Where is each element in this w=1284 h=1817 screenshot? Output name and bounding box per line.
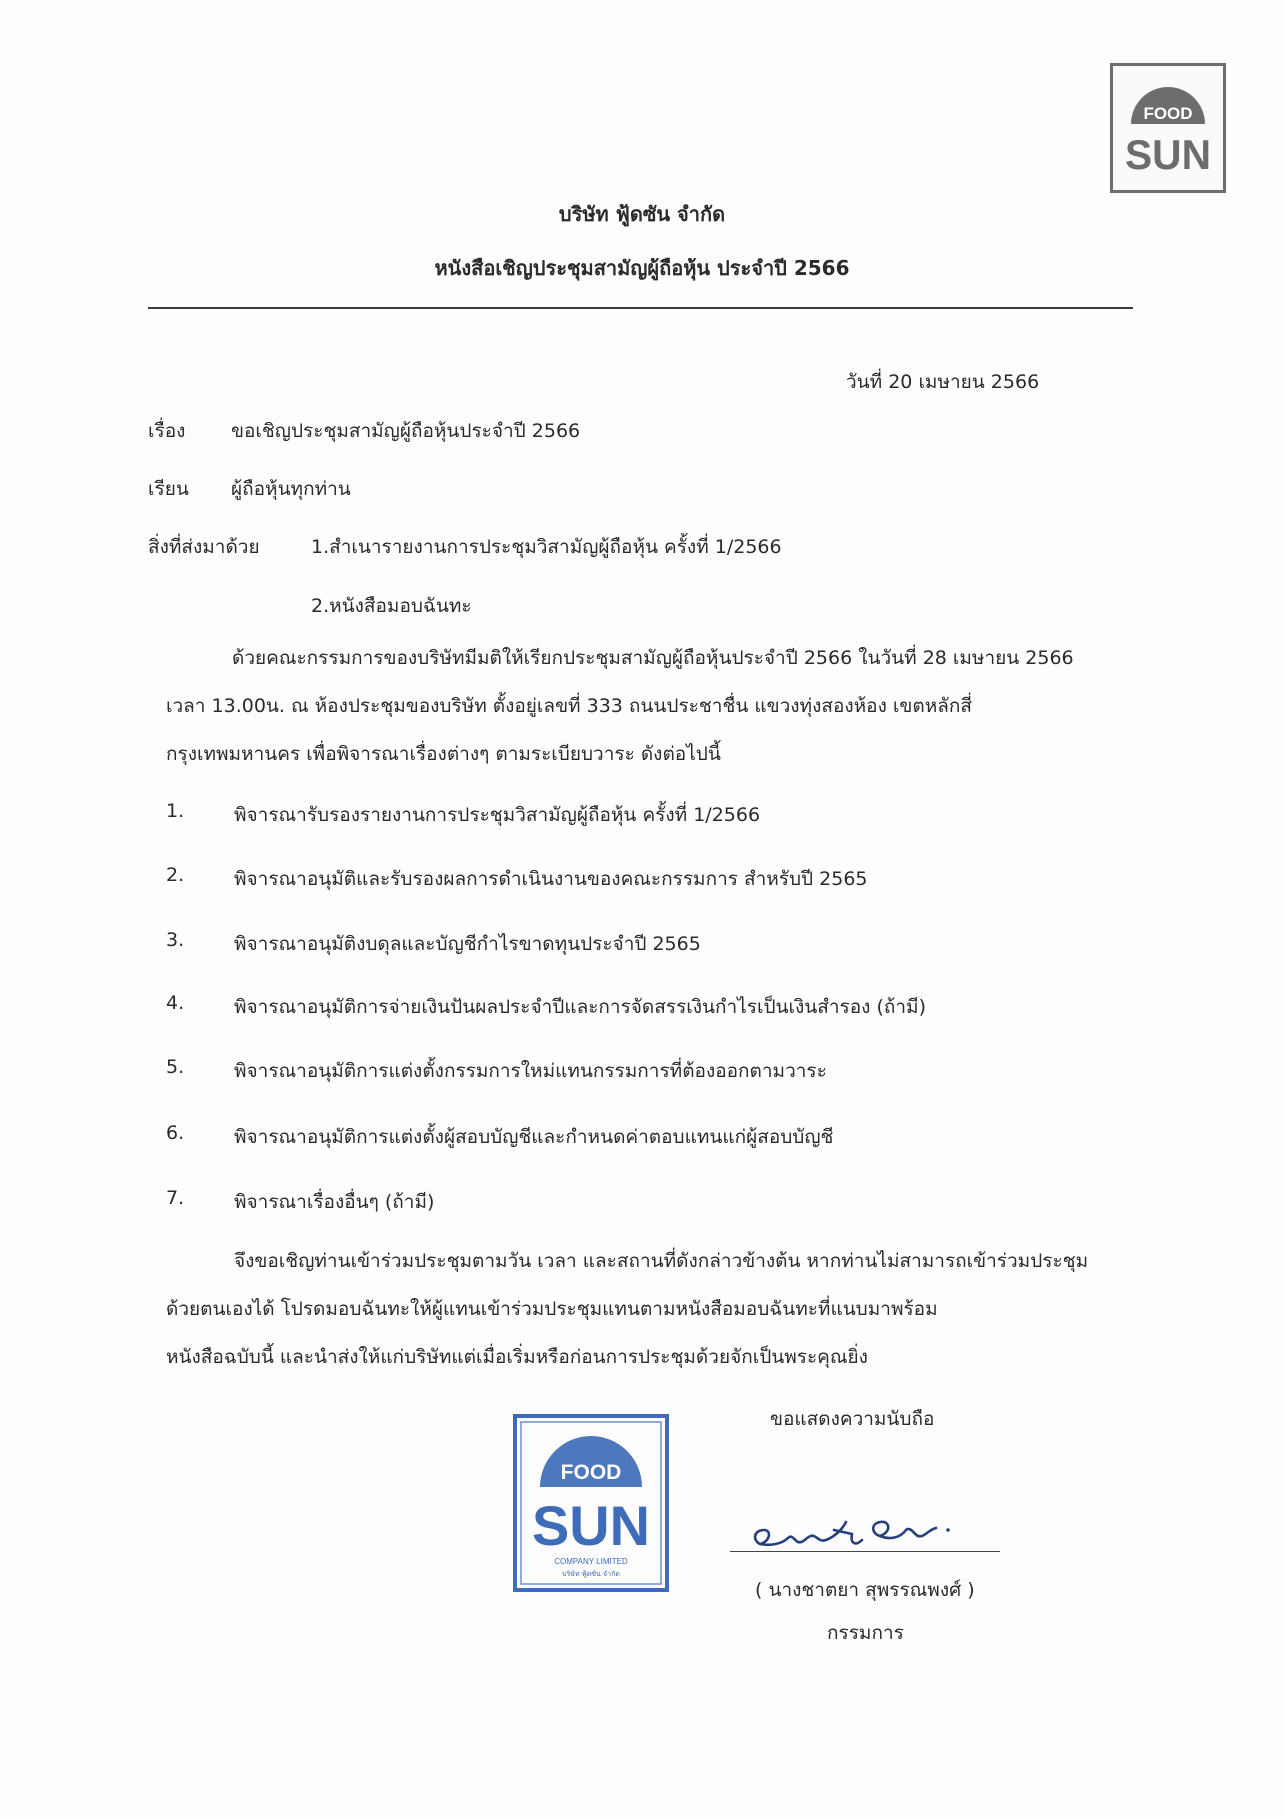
enclosure-item: 2.หนังสือมอบฉันทะ [311,595,472,617]
closing-line: จึงขอเชิญท่านเข้าร่วมประชุมตามวัน เวลา และสถานที่ดังกล่าวข้างต้น หากท่านไม่สามารถเข้าร่วมประชุม [234,1250,1089,1272]
company-name-heading: บริษัท ฟู้ดซัน จำกัด [558,202,726,226]
stamp-food-text: FOOD [560,1461,622,1484]
food-sun-logo-graphic [1113,66,1223,190]
signer-position: กรรมการ [827,1622,904,1644]
regards-text: ขอแสดงความนับถือ [770,1408,935,1430]
subject-label: เรื่อง [148,420,186,442]
intro-line: ด้วยคณะกรรมการของบริษัทมีมติให้เรียกประชุมสามัญผู้ถือหุ้นประจำปี 2566 ในวันที่ 28 เมษายน 2566 [232,647,1074,669]
agenda-number: 4. [166,992,185,1014]
agenda-text: พิจารณาเรื่องอื่นๆ (ถ้ามี) [234,1191,435,1213]
recipient-label: เรียน [148,478,189,500]
logo-food-text: FOOD [1143,104,1193,123]
agenda-text: พิจารณารับรองรายงานการประชุมวิสามัญผู้ถือหุ้น ครั้งที่ 1/2566 [234,804,761,826]
stamp-graphic [512,1413,670,1593]
stamp-company-thai-line: บริษัท ฟู้ดซัน จำกัด [562,1570,620,1578]
agenda-text: พิจารณาอนุมัติการแต่งตั้งผู้สอบบัญชีและกำหนดค่าตอบแทนแก่ผู้สอบบัญชี [234,1126,834,1148]
company-logo [1110,63,1226,193]
agenda-text: พิจารณาอนุมัติงบดุลและบัญชีกำไรขาดทุนประจำปี 2565 [234,933,701,955]
agenda-number: 7. [166,1187,185,1209]
signature-dot [946,1528,950,1532]
signature-line [730,1551,1000,1552]
recipient-value: ผู้ถือหุ้นทุกท่าน [231,478,351,500]
closing-line: ด้วยตนเองได้ โปรดมอบฉันทะให้ผู้แทนเข้าร่วมประชุมแทนตามหนังสือมอบฉันทะที่แนบมาพร้อม [166,1298,938,1320]
enclosures-label: สิ่งที่ส่งมาด้วย [148,536,260,558]
intro-line: เวลา 13.00น. ณ ห้องประชุมของบริษัท ตั้งอยู่เลขที่ 333 ถนนประชาชื่น แขวงทุ่งสองห้อง เขตหลักสี่ [166,695,972,717]
intro-line: กรุงเทพมหานคร เพื่อพิจารณาเรื่องต่างๆ ตามระเบียบวาระ ดังต่อไปนี้ [166,743,721,765]
signature-stroke-1 [755,1522,862,1545]
agenda-number: 6. [166,1122,185,1144]
handwritten-signature [730,1500,1000,1564]
signature-stroke-2 [873,1522,936,1538]
enclosure-item: 1.สำเนารายงานการประชุมวิสามัญผู้ถือหุ้น ครั้งที่ 1/2566 [311,536,782,558]
stamp-company-line: COMPANY LIMITED [554,1557,628,1566]
document-title: หนังสือเชิญประชุมสามัญผู้ถือหุ้น ประจำปี 2566 [434,256,850,280]
closing-line: หนังสือฉบับนี้ และนำส่งให้แก่บริษัทแต่เมื่อเริ่มหรือก่อนการประชุมด้วยจักเป็นพระคุณยิ่ง [166,1346,868,1368]
stamp-sun-text: SUN [532,1494,650,1557]
letter-date: วันที่ 20 เมษายน 2566 [846,371,1040,393]
company-stamp [512,1413,670,1593]
agenda-text: พิจารณาอนุมัติการจ่ายเงินปันผลประจำปีและการจัดสรรเงินกำไรเป็นเงินสำรอง (ถ้ามี) [234,996,926,1018]
agenda-number: 2. [166,864,185,886]
subject-value: ขอเชิญประชุมสามัญผู้ถือหุ้นประจำปี 2566 [231,420,581,442]
agenda-number: 1. [166,800,185,822]
signer-name: ( นางชาตยา สุพรรณพงศ์ ) [755,1579,975,1601]
header-divider [148,307,1133,309]
agenda-text: พิจารณาอนุมัติและรับรองผลการดำเนินงานของคณะกรรมการ สำหรับปี 2565 [234,868,868,890]
agenda-number: 5. [166,1056,185,1078]
logo-sun-text: SUN [1125,131,1211,178]
agenda-text: พิจารณาอนุมัติการแต่งตั้งกรรมการใหม่แทนกรรมการที่ต้องออกตามวาระ [234,1060,827,1082]
agenda-number: 3. [166,929,185,951]
